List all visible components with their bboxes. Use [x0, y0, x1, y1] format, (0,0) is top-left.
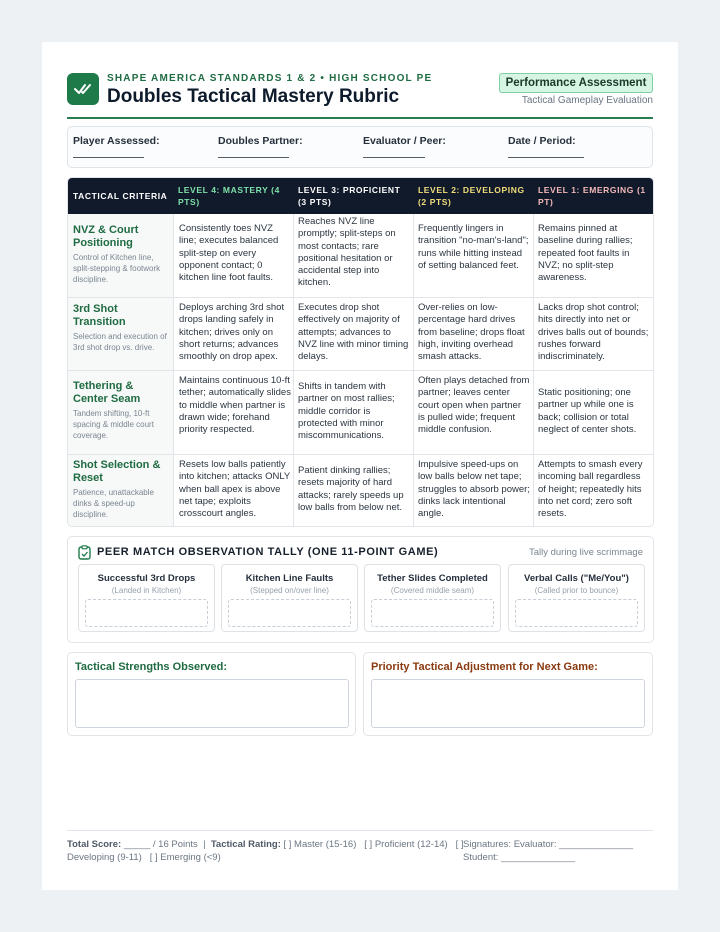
- signature-evaluator[interactable]: Signatures: Evaluator: ______________: [463, 839, 634, 850]
- tally-card: [364, 564, 501, 632]
- signature-student[interactable]: Student: ______________: [463, 852, 575, 863]
- tally-card-hint: (Stepped on/over line): [250, 586, 329, 595]
- criterion-description: Selection and execution of 3rd shot drop vs. drive.: [73, 332, 167, 352]
- doubles-partner-label: Doubles Partner:: [218, 135, 303, 147]
- rubric-cell-level-2: Frequently lingers in transition "no-man's-land"; runs while hitting instead of setting balanced feet.: [418, 223, 529, 271]
- rubric-cell-level-1: Attempts to smash every incoming ball regardless of height; repeatedly hits into net cord; zero soft resets.: [538, 459, 643, 520]
- rubric-cell-level-3: Patient dinking rallies; resets majority of hard attacks; rarely speeds up low balls from below net.: [298, 465, 404, 513]
- header-level-1: LEVEL 1: EMERGING (1 PT): [538, 185, 646, 207]
- row-divider: [68, 370, 653, 371]
- standards-kicker: SHAPE AMERICA STANDARDS 1 & 2 • HIGH SCHOOL PE: [107, 73, 433, 84]
- rubric-cell-level-3: Executes drop shot effectively on majority of attempts; advances to NVZ line with minor timing delays.: [298, 302, 409, 363]
- criterion-title: 3rd Shot Transition: [73, 303, 126, 328]
- rubric-table: [67, 177, 654, 527]
- strengths-section: [67, 652, 356, 736]
- table-header: [68, 178, 653, 214]
- tally-card: [221, 564, 358, 632]
- header-level-3: LEVEL 3: PROFICIENT (3 PTS): [298, 185, 401, 207]
- assessment-subtitle: Tactical Gameplay Evaluation: [521, 95, 653, 106]
- tally-entry-box[interactable]: [85, 599, 208, 627]
- assessment-badge: Performance Assessment: [499, 73, 653, 93]
- tally-entry-box[interactable]: [515, 599, 638, 627]
- criterion-description: Control of Kitchen line, split-stepping & footwork discipline.: [73, 253, 161, 284]
- rubric-cell-level-1: Static positioning; one partner up while one is back; collision or total neglect of center shots.: [538, 387, 637, 435]
- rubric-cell-level-3: Reaches NVZ line promptly; split-steps on most contacts; rare positional hesitation or accidental step into kitchen.: [298, 216, 396, 289]
- rubric-cell-level-3: Shifts in tandem with partner on most rallies; middle corridor is protected with minor miscommunications.: [298, 381, 395, 442]
- total-score-label: Total Score:: [67, 839, 122, 850]
- tally-card-hint: (Covered middle seam): [390, 586, 475, 595]
- clipboard-icon: [78, 545, 91, 565]
- doubles-partner-field[interactable]: [218, 157, 289, 158]
- date-period-label: Date / Period:: [508, 135, 576, 147]
- header-level-4: LEVEL 4: MASTERY (4 PTS): [178, 185, 280, 207]
- tally-card-label: Verbal Calls ("Me/You"): [524, 573, 629, 584]
- tactical-rating-label: Tactical Rating:: [210, 839, 281, 850]
- tactical-rating-options[interactable]: [ ] Master (15-16) [ ] Proficient (12-14) [ ]: [283, 839, 464, 850]
- tally-card: [508, 564, 645, 632]
- evaluator-label: Evaluator / Peer:: [363, 135, 446, 147]
- evaluator-field[interactable]: [363, 157, 425, 158]
- rubric-cell-level-1: Remains pinned at baseline during rallies; repeated foot faults in NVZ; no split-step awareness.: [538, 223, 633, 284]
- score-line: [67, 838, 467, 851]
- rubric-page: [42, 42, 678, 890]
- player-assessed-field[interactable]: [73, 157, 144, 158]
- tally-card-label: Kitchen Line Faults: [245, 573, 334, 584]
- rubric-cell-level-4: Consistently toes NVZ line; executes balanced split-step on every opponent contact; 0 kitchen line foot faults.: [179, 223, 279, 284]
- criterion-title: Shot Selection & Reset: [73, 459, 161, 484]
- adjustment-input[interactable]: [371, 679, 645, 728]
- tally-card-label: Successful 3rd Drops: [97, 573, 196, 584]
- info-fields-box: [67, 126, 653, 168]
- rubric-cell-level-2: Impulsive speed-ups on low balls below net tape; struggles to absorb power; dinks lack intentional angle.: [418, 459, 530, 520]
- player-assessed-label: Player Assessed:: [73, 135, 160, 147]
- tally-card-label: Tether Slides Completed: [377, 573, 488, 584]
- header-level-2: LEVEL 2: DEVELOPING (2 PTS): [418, 185, 525, 207]
- adjustment-title: Priority Tactical Adjustment for Next Game:: [371, 661, 598, 673]
- row-divider: [68, 454, 653, 455]
- rubric-cell-level-4: Resets low balls patiently into kitchen; attacks ONLY when ball apex is above net tape; exploits crosscourt angles.: [179, 459, 291, 520]
- checkmark-logo-icon: [67, 73, 99, 105]
- total-score-value[interactable]: _____ / 16 Points: [123, 839, 198, 850]
- tally-note: Tally during live scrimmage: [528, 547, 643, 558]
- page-title: Doubles Tactical Mastery Rubric: [107, 86, 400, 107]
- rubric-cell-level-4: Maintains continuous 10-ft tether; automatically slides to middle when partner is drawn wide; forehand priority respected.: [179, 375, 291, 436]
- criterion-description: Patience, unattackable dinks & speed-up discipline.: [73, 488, 154, 519]
- strengths-title: Tactical Strengths Observed:: [75, 661, 228, 673]
- tally-card: [78, 564, 215, 632]
- adjustment-section: [363, 652, 653, 736]
- header-criteria: TACTICAL CRITERIA: [73, 191, 168, 201]
- rubric-cell-level-1: Lacks drop shot control; hits directly into net or drives balls out of bounds; rushes forward indiscriminately.: [538, 302, 649, 363]
- rubric-cell-level-2: Over-relies on low-percentage hard drives from baseline; drops float high, inviting overhead smash attacks.: [418, 302, 525, 363]
- tally-title: PEER MATCH OBSERVATION TALLY (ONE 11-POINT GAME): [97, 546, 439, 558]
- tally-card-hint: (Landed in Kitchen): [111, 586, 182, 595]
- criterion-title: Tethering & Center Seam: [73, 380, 141, 405]
- rubric-cell-level-4: Deploys arching 3rd shot drops landing safely in kitchen; drives only on short returns; advances smoothly on drop apex.: [179, 302, 285, 363]
- row-divider: [68, 297, 653, 298]
- strengths-input[interactable]: [75, 679, 349, 728]
- tally-entry-box[interactable]: [228, 599, 351, 627]
- tally-card-hint: (Called prior to bounce): [534, 586, 619, 595]
- tactical-rating-options-cont[interactable]: Developing (9-11) [ ] Emerging (<9): [67, 852, 221, 863]
- header-divider: [67, 117, 653, 119]
- footer-divider: [67, 830, 653, 831]
- separator: |: [200, 839, 209, 850]
- criterion-description: Tandem shifting, 10-ft spacing & middle court coverage.: [73, 409, 154, 440]
- observation-tally-section: [67, 536, 654, 643]
- score-summary: [67, 838, 467, 864]
- criterion-title: NVZ & Court Positioning: [73, 224, 139, 249]
- rubric-cell-level-2: Often plays detached from partner; leaves center court open when partner is pulled wide; frequent middle confusion.: [418, 375, 530, 436]
- date-period-field[interactable]: [508, 157, 584, 158]
- tally-entry-box[interactable]: [371, 599, 494, 627]
